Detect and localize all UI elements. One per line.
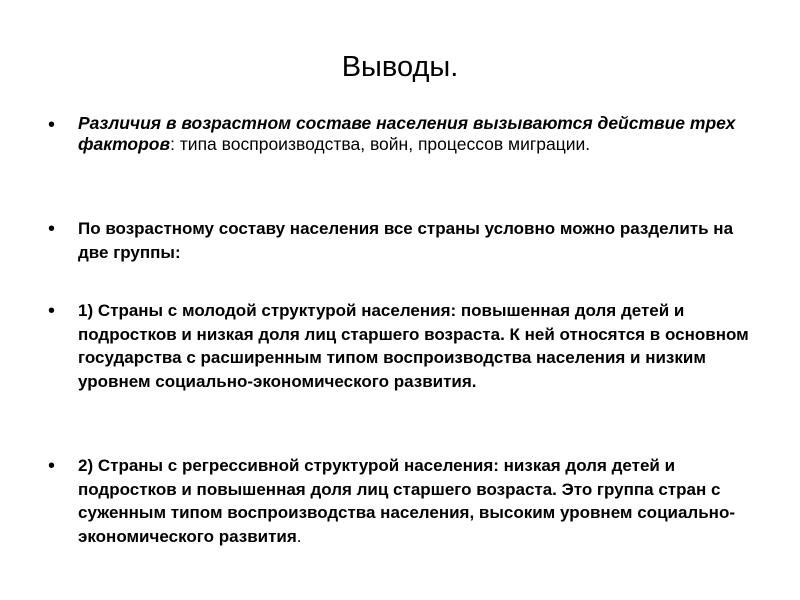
- bullet-main-text: 2) Страны с регрессивной структурой населения: низкая доля детей и подростков и повышенная доля лиц старшего возраста. Это группа стран с суженным типом воспроизводства населения, высоким уровнем социально-экономического развития: [78, 456, 735, 546]
- bullet-marker: •: [48, 300, 56, 322]
- bullet-text: [78, 454, 750, 548]
- bullet-emphasis: Различия в возрастном составе населения вызываются действие трех факторов: [78, 113, 736, 154]
- bullet-text: 1) Страны с молодой структурой населения: повышенная доля детей и подростков и низкая доля лиц старшего возраста. К ней относятся в основном государства с расширенным типом воспроизводства населения и низким уровнем социально-экономического развития.: [78, 301, 749, 391]
- bullet-end-period: .: [296, 526, 302, 546]
- bullet-marker: •: [48, 114, 56, 136]
- bullet-text: По возрастному составу населения все страны условно можно разделить на две группы:: [78, 219, 734, 262]
- bullet-marker: •: [48, 455, 56, 477]
- bullet-marker: •: [48, 218, 56, 240]
- bullet-rest: : типа воспроизводства, войн, процессов миграции.: [170, 134, 591, 154]
- slide-title: Выводы.: [341, 51, 459, 83]
- bullet-text: [78, 113, 750, 155]
